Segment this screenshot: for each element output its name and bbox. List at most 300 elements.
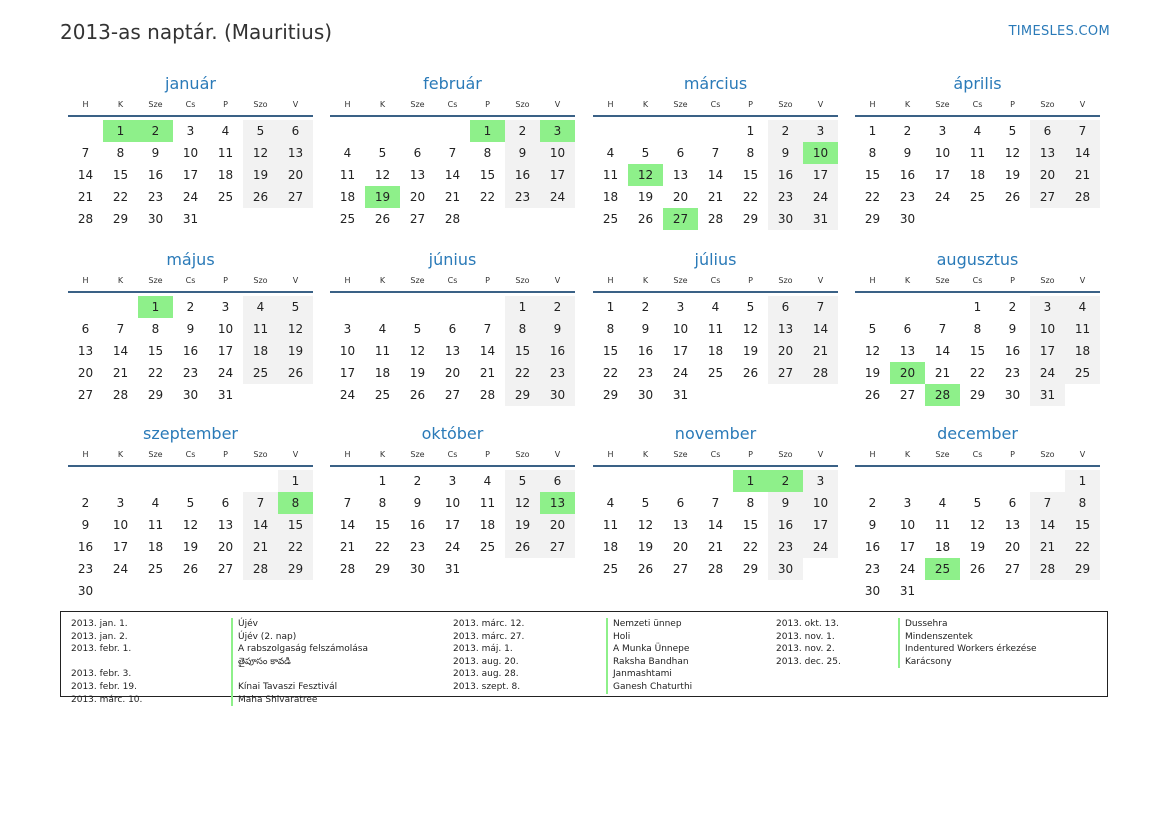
weekday-label: K bbox=[642, 276, 649, 285]
day-cell: 13 bbox=[217, 518, 234, 532]
day-cell: 13 bbox=[540, 492, 575, 514]
day-cell: 16 bbox=[899, 168, 916, 182]
weekday-label: Sze bbox=[935, 100, 950, 109]
weekday-header bbox=[593, 274, 838, 293]
day-cell: 21 bbox=[112, 366, 129, 380]
day-cell: 31 bbox=[444, 562, 461, 576]
month-0 bbox=[68, 74, 313, 230]
empty-cell bbox=[243, 470, 278, 492]
day-cell: 9 bbox=[1008, 322, 1017, 336]
day-cell: 9 bbox=[505, 142, 540, 164]
month-6 bbox=[593, 250, 838, 406]
legend-row bbox=[453, 656, 692, 669]
day-cell: 18 bbox=[479, 518, 496, 532]
day-cell: 27 bbox=[409, 212, 426, 226]
day-cell: 20 bbox=[1004, 540, 1021, 554]
day-cell: 22 bbox=[742, 190, 759, 204]
weekday-label: Szo bbox=[1040, 100, 1055, 109]
day-cell: 23 bbox=[637, 366, 654, 380]
weekday-label: H bbox=[869, 450, 876, 459]
day-cell: 6 bbox=[221, 496, 230, 510]
weekday-label: Szo bbox=[515, 450, 530, 459]
day-cell: 21 bbox=[444, 190, 461, 204]
day-cell: 20 bbox=[672, 190, 689, 204]
day-cell: 14 bbox=[707, 518, 724, 532]
weekday-label: Cs bbox=[972, 276, 983, 285]
legend-row bbox=[453, 631, 692, 644]
day-cell: 4 bbox=[938, 496, 947, 510]
day-cell: 19 bbox=[864, 366, 881, 380]
holiday-name: Újév (2. nap) bbox=[231, 631, 296, 644]
empty-cell bbox=[68, 120, 103, 142]
day-cell: 17 bbox=[1030, 340, 1065, 362]
day-cell: 11 bbox=[147, 518, 164, 532]
day-cell: 8 bbox=[746, 146, 755, 160]
holiday-name: Raksha Bandhan bbox=[606, 656, 689, 669]
holiday-date: 2013. nov. 1. bbox=[776, 631, 835, 642]
day-cell: 19 bbox=[409, 366, 426, 380]
day-cell: 8 bbox=[973, 322, 982, 336]
day-cell: 11 bbox=[374, 344, 391, 358]
weekday-label: Szo bbox=[253, 100, 268, 109]
day-cell: 9 bbox=[540, 318, 575, 340]
day-cell: 8 bbox=[746, 496, 755, 510]
weekday-label: H bbox=[869, 100, 876, 109]
day-cell: 27 bbox=[768, 362, 803, 384]
day-cell: 13 bbox=[672, 168, 689, 182]
month-days bbox=[855, 296, 1100, 406]
empty-cell bbox=[698, 120, 733, 142]
weekday-label: Sze bbox=[935, 276, 950, 285]
day-cell: 1 bbox=[505, 296, 540, 318]
day-cell: 14 bbox=[934, 344, 951, 358]
day-cell: 23 bbox=[768, 186, 803, 208]
weekday-label: H bbox=[344, 276, 351, 285]
day-cell: 2 bbox=[413, 474, 422, 488]
weekday-label: Szo bbox=[515, 100, 530, 109]
day-cell: 12 bbox=[374, 168, 391, 182]
weekday-label: H bbox=[82, 100, 89, 109]
day-cell: 30 bbox=[768, 558, 803, 580]
month-name: február bbox=[423, 74, 482, 93]
day-cell: 24 bbox=[1030, 362, 1065, 384]
day-cell: 28 bbox=[707, 212, 724, 226]
day-cell: 2 bbox=[1008, 300, 1017, 314]
day-cell: 4 bbox=[606, 146, 615, 160]
day-cell: 27 bbox=[217, 562, 234, 576]
month-name: november bbox=[674, 424, 757, 443]
day-cell: 10 bbox=[1030, 318, 1065, 340]
month-10 bbox=[593, 424, 838, 580]
day-cell: 10 bbox=[672, 322, 689, 336]
day-cell: 23 bbox=[540, 362, 575, 384]
legend-column bbox=[71, 618, 368, 706]
day-cell: 29 bbox=[864, 212, 881, 226]
day-cell: 23 bbox=[182, 366, 199, 380]
day-cell: 3 bbox=[221, 300, 230, 314]
weekday-label: P bbox=[223, 100, 228, 109]
day-cell: 7 bbox=[803, 296, 838, 318]
month-9 bbox=[330, 424, 575, 580]
day-cell: 10 bbox=[540, 142, 575, 164]
day-cell: 24 bbox=[803, 536, 838, 558]
holiday-date: 2013. okt. 13. bbox=[776, 619, 839, 629]
day-cell: 18 bbox=[602, 190, 619, 204]
legend-column bbox=[453, 618, 692, 694]
day-cell: 26 bbox=[182, 562, 199, 576]
empty-cell bbox=[208, 470, 243, 492]
weekday-label: Szo bbox=[778, 100, 793, 109]
day-cell: 13 bbox=[899, 344, 916, 358]
day-cell: 24 bbox=[339, 388, 356, 402]
weekday-label: P bbox=[1010, 450, 1015, 459]
day-cell: 16 bbox=[505, 164, 540, 186]
month-days bbox=[855, 120, 1100, 230]
day-cell: 30 bbox=[540, 384, 575, 406]
month-2 bbox=[593, 74, 838, 230]
weekday-label: K bbox=[904, 100, 911, 109]
day-cell: 31 bbox=[803, 208, 838, 230]
day-cell: 1 bbox=[973, 300, 982, 314]
day-cell: 7 bbox=[116, 322, 125, 336]
empty-cell bbox=[330, 120, 365, 142]
day-cell: 22 bbox=[278, 536, 313, 558]
day-cell: 5 bbox=[186, 496, 195, 510]
day-cell: 23 bbox=[77, 562, 94, 576]
empty-cell bbox=[960, 470, 995, 492]
day-cell: 24 bbox=[672, 366, 689, 380]
day-cell: 29 bbox=[505, 384, 540, 406]
day-cell: 14 bbox=[479, 344, 496, 358]
day-cell: 26 bbox=[278, 362, 313, 384]
day-cell: 22 bbox=[374, 540, 391, 554]
day-cell: 12 bbox=[1004, 146, 1021, 160]
day-cell: 18 bbox=[217, 168, 234, 182]
day-cell: 8 bbox=[505, 318, 540, 340]
day-cell: 30 bbox=[77, 584, 94, 598]
day-cell: 27 bbox=[540, 536, 575, 558]
holiday-name: Újév bbox=[231, 618, 258, 631]
holiday-date: 2013. febr. 3. bbox=[71, 669, 132, 680]
empty-cell bbox=[890, 296, 925, 318]
weekday-label: H bbox=[82, 276, 89, 285]
day-cell: 17 bbox=[182, 168, 199, 182]
weekday-label: Cs bbox=[972, 450, 983, 459]
day-cell: 8 bbox=[483, 146, 492, 160]
empty-cell bbox=[400, 120, 435, 142]
weekday-header bbox=[68, 448, 313, 467]
day-cell: 9 bbox=[868, 518, 877, 532]
day-cell: 2 bbox=[505, 120, 540, 142]
day-cell: 17 bbox=[540, 164, 575, 186]
day-cell: 6 bbox=[676, 146, 685, 160]
legend-row bbox=[453, 618, 692, 631]
empty-cell bbox=[593, 120, 628, 142]
month-name: március bbox=[683, 74, 748, 93]
day-cell: 16 bbox=[147, 168, 164, 182]
holiday-name: తైపూసం కావడి bbox=[231, 656, 291, 669]
day-cell: 14 bbox=[339, 518, 356, 532]
day-cell: 29 bbox=[969, 388, 986, 402]
day-cell: 22 bbox=[479, 190, 496, 204]
day-cell: 16 bbox=[1004, 344, 1021, 358]
weekday-label: Sze bbox=[410, 276, 425, 285]
weekday-header bbox=[855, 274, 1100, 293]
day-cell: 14 bbox=[77, 168, 94, 182]
weekday-label: V bbox=[554, 276, 561, 285]
day-cell: 1 bbox=[606, 300, 615, 314]
weekday-label: H bbox=[607, 276, 614, 285]
day-cell: 27 bbox=[672, 562, 689, 576]
weekday-label: Cs bbox=[447, 100, 458, 109]
day-cell: 8 bbox=[606, 322, 615, 336]
day-cell: 20 bbox=[77, 366, 94, 380]
month-days bbox=[593, 470, 838, 580]
empty-cell bbox=[663, 120, 698, 142]
day-cell: 4 bbox=[378, 322, 387, 336]
weekday-label: K bbox=[379, 276, 386, 285]
day-cell: 19 bbox=[365, 186, 400, 208]
day-cell: 21 bbox=[1030, 536, 1065, 558]
day-cell: 16 bbox=[540, 340, 575, 362]
day-cell: 3 bbox=[116, 496, 125, 510]
day-cell: 6 bbox=[768, 296, 803, 318]
brand-link[interactable]: TIMESLES.COM bbox=[1008, 24, 1110, 39]
day-cell: 23 bbox=[1004, 366, 1021, 380]
day-cell: 20 bbox=[409, 190, 426, 204]
weekday-label: Sze bbox=[673, 450, 688, 459]
weekday-label: V bbox=[817, 100, 824, 109]
day-cell: 26 bbox=[505, 536, 540, 558]
month-name: október bbox=[421, 424, 484, 443]
day-cell: 27 bbox=[77, 388, 94, 402]
day-cell: 25 bbox=[374, 388, 391, 402]
empty-cell bbox=[330, 470, 365, 492]
day-cell: 12 bbox=[505, 492, 540, 514]
day-cell: 18 bbox=[969, 168, 986, 182]
holiday-date: 2013. dec. 25. bbox=[776, 656, 841, 667]
holiday-date: 2013. márc. 10. bbox=[71, 694, 143, 705]
day-cell: 14 bbox=[803, 318, 838, 340]
day-cell: 27 bbox=[1030, 186, 1065, 208]
weekday-label: Sze bbox=[410, 450, 425, 459]
legend-row bbox=[71, 656, 368, 669]
day-cell: 15 bbox=[112, 168, 129, 182]
day-cell: 3 bbox=[540, 120, 575, 142]
weekday-label: Cs bbox=[447, 276, 458, 285]
day-cell: 5 bbox=[413, 322, 422, 336]
day-cell: 17 bbox=[803, 514, 838, 536]
day-cell: 10 bbox=[934, 146, 951, 160]
day-cell: 25 bbox=[969, 190, 986, 204]
day-cell: 4 bbox=[606, 496, 615, 510]
weekday-label: Szo bbox=[1040, 276, 1055, 285]
day-cell: 12 bbox=[243, 142, 278, 164]
day-cell: 25 bbox=[707, 366, 724, 380]
weekday-label: K bbox=[117, 450, 124, 459]
weekday-label: Szo bbox=[778, 276, 793, 285]
day-cell: 22 bbox=[505, 362, 540, 384]
empty-cell bbox=[698, 470, 733, 492]
day-cell: 2 bbox=[903, 124, 912, 138]
weekday-label: P bbox=[485, 100, 490, 109]
empty-cell bbox=[435, 296, 470, 318]
day-cell: 28 bbox=[707, 562, 724, 576]
legend-row bbox=[453, 681, 692, 694]
empty-cell bbox=[855, 470, 890, 492]
day-cell: 28 bbox=[112, 388, 129, 402]
weekday-label: P bbox=[223, 450, 228, 459]
day-cell: 31 bbox=[1030, 384, 1065, 406]
empty-cell bbox=[68, 296, 103, 318]
weekday-label: K bbox=[379, 450, 386, 459]
day-cell: 7 bbox=[1030, 492, 1065, 514]
day-cell: 16 bbox=[637, 344, 654, 358]
day-cell: 25 bbox=[925, 558, 960, 580]
day-cell: 1 bbox=[733, 470, 768, 492]
day-cell: 17 bbox=[444, 518, 461, 532]
day-cell: 12 bbox=[637, 518, 654, 532]
holiday-date: 2013. jan. 2. bbox=[71, 631, 128, 642]
day-cell: 8 bbox=[116, 146, 125, 160]
day-cell: 18 bbox=[1065, 340, 1100, 362]
day-cell: 3 bbox=[676, 300, 685, 314]
day-cell: 4 bbox=[243, 296, 278, 318]
day-cell: 6 bbox=[81, 322, 90, 336]
day-cell: 5 bbox=[243, 120, 278, 142]
holiday-name: Kínai Tavaszi Fesztivál bbox=[231, 681, 337, 694]
day-cell: 15 bbox=[374, 518, 391, 532]
weekday-label: V bbox=[292, 450, 299, 459]
legend-row bbox=[71, 681, 368, 694]
day-cell: 16 bbox=[77, 540, 94, 554]
day-cell: 24 bbox=[182, 190, 199, 204]
month-name: április bbox=[953, 74, 1002, 93]
day-cell: 30 bbox=[864, 584, 881, 598]
weekday-label: P bbox=[748, 100, 753, 109]
day-cell: 26 bbox=[969, 562, 986, 576]
day-cell: 12 bbox=[742, 322, 759, 336]
empty-cell bbox=[855, 296, 890, 318]
day-cell: 19 bbox=[278, 340, 313, 362]
day-cell: 25 bbox=[479, 540, 496, 554]
day-cell: 6 bbox=[1030, 120, 1065, 142]
day-cell: 12 bbox=[409, 344, 426, 358]
weekday-label: Szo bbox=[253, 450, 268, 459]
weekday-header bbox=[330, 448, 575, 467]
day-cell: 13 bbox=[409, 168, 426, 182]
weekday-header bbox=[855, 448, 1100, 467]
day-cell: 11 bbox=[243, 318, 278, 340]
day-cell: 21 bbox=[1065, 164, 1100, 186]
day-cell: 8 bbox=[278, 492, 313, 514]
weekday-header bbox=[68, 274, 313, 293]
holiday-name: Holi bbox=[606, 631, 630, 644]
weekday-header bbox=[330, 98, 575, 117]
day-cell: 20 bbox=[540, 514, 575, 536]
day-cell: 13 bbox=[444, 344, 461, 358]
day-cell: 26 bbox=[374, 212, 391, 226]
day-cell: 27 bbox=[663, 208, 698, 230]
weekday-label: Cs bbox=[185, 276, 196, 285]
day-cell: 23 bbox=[505, 186, 540, 208]
holiday-name: Karácsony bbox=[898, 656, 952, 669]
day-cell: 26 bbox=[637, 562, 654, 576]
day-cell: 19 bbox=[182, 540, 199, 554]
weekday-label: V bbox=[817, 276, 824, 285]
day-cell: 7 bbox=[343, 496, 352, 510]
day-cell: 16 bbox=[768, 164, 803, 186]
day-cell: 18 bbox=[374, 366, 391, 380]
weekday-label: K bbox=[904, 276, 911, 285]
weekday-label: Cs bbox=[185, 100, 196, 109]
holiday-date: 2013. márc. 12. bbox=[453, 619, 525, 629]
day-cell: 12 bbox=[969, 518, 986, 532]
month-days bbox=[68, 120, 313, 230]
day-cell: 15 bbox=[278, 514, 313, 536]
weekday-label: V bbox=[292, 276, 299, 285]
day-cell: 21 bbox=[77, 190, 94, 204]
day-cell: 14 bbox=[444, 168, 461, 182]
day-cell: 11 bbox=[479, 496, 496, 510]
day-cell: 19 bbox=[637, 540, 654, 554]
holiday-name: Ganesh Chaturthi bbox=[606, 681, 692, 694]
day-cell: 25 bbox=[147, 562, 164, 576]
day-cell: 9 bbox=[413, 496, 422, 510]
day-cell: 15 bbox=[479, 168, 496, 182]
weekday-label: Cs bbox=[710, 450, 721, 459]
month-days bbox=[330, 296, 575, 406]
day-cell: 12 bbox=[628, 164, 663, 186]
day-cell: 21 bbox=[339, 540, 356, 554]
day-cell: 3 bbox=[1030, 296, 1065, 318]
day-cell: 30 bbox=[768, 208, 803, 230]
legend-row bbox=[776, 618, 1037, 631]
weekday-label: K bbox=[379, 100, 386, 109]
day-cell: 6 bbox=[448, 322, 457, 336]
day-cell: 22 bbox=[147, 366, 164, 380]
month-name: január bbox=[165, 74, 216, 93]
legend-row bbox=[776, 643, 1037, 656]
day-cell: 1 bbox=[278, 470, 313, 492]
empty-cell bbox=[593, 470, 628, 492]
weekday-header bbox=[330, 274, 575, 293]
day-cell: 31 bbox=[182, 212, 199, 226]
day-cell: 28 bbox=[444, 212, 461, 226]
day-cell: 8 bbox=[1065, 492, 1100, 514]
day-cell: 24 bbox=[444, 540, 461, 554]
day-cell: 24 bbox=[934, 190, 951, 204]
day-cell: 28 bbox=[1065, 186, 1100, 208]
day-cell: 2 bbox=[540, 296, 575, 318]
day-cell: 6 bbox=[540, 470, 575, 492]
day-cell: 29 bbox=[602, 388, 619, 402]
month-1 bbox=[330, 74, 575, 230]
day-cell: 21 bbox=[934, 366, 951, 380]
day-cell: 24 bbox=[803, 186, 838, 208]
weekday-label: P bbox=[223, 276, 228, 285]
weekday-label: K bbox=[642, 100, 649, 109]
day-cell: 2 bbox=[138, 120, 173, 142]
weekday-label: P bbox=[748, 276, 753, 285]
day-cell: 5 bbox=[746, 300, 755, 314]
day-cell: 13 bbox=[672, 518, 689, 532]
empty-cell bbox=[400, 296, 435, 318]
day-cell: 9 bbox=[151, 146, 160, 160]
day-cell: 30 bbox=[147, 212, 164, 226]
day-cell: 1 bbox=[103, 120, 138, 142]
day-cell: 21 bbox=[707, 540, 724, 554]
